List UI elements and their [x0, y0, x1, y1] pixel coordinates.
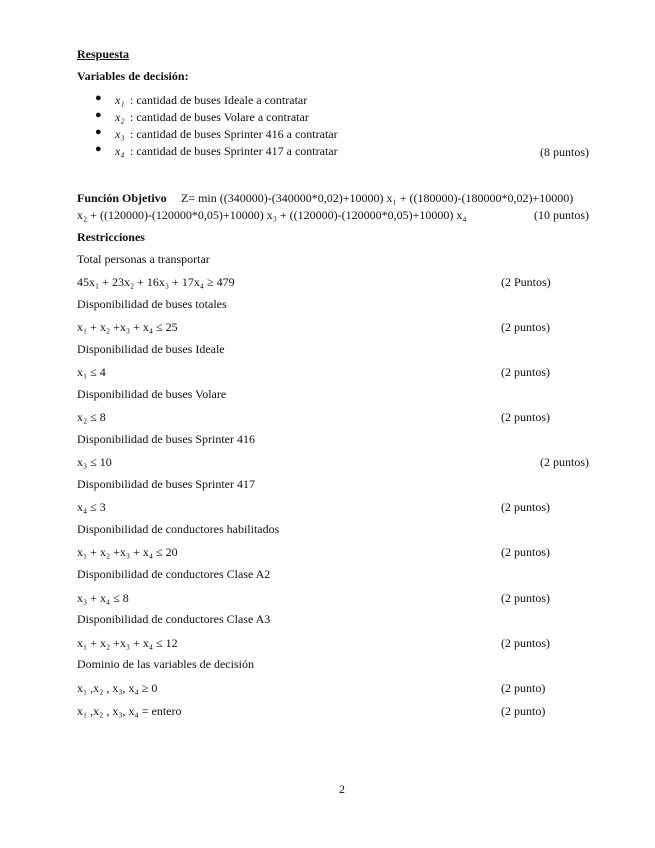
- restriction-expression: x₁ + x₂ +x₃ + x₄ ≤ 12: [77, 636, 178, 650]
- bullet-icon: ●: [95, 126, 102, 138]
- objective-points: (10 puntos): [534, 208, 589, 222]
- restriction-expression: x₃ + x₄ ≤ 8: [77, 591, 129, 605]
- variable-description: : cantidad de buses Sprinter 416 a contratar: [130, 127, 338, 141]
- variables-heading: Variables de decisión:: [77, 69, 189, 83]
- page-number: 2: [339, 782, 345, 796]
- objective-label: Función Objetivo: [77, 191, 167, 205]
- restriction-label: Total personas a transportar: [77, 252, 210, 266]
- variable-description: : cantidad de buses Ideale a contratar: [130, 93, 308, 107]
- restriction-points: (2 puntos): [501, 320, 550, 334]
- objective-line-2: x₂ + ((120000)-(120000*0,05)+10000) x₃ + ((120000)-(120000*0,05)+10000) x₄: [77, 208, 467, 222]
- domain-expression-nonnegative: x₁ ,x₂ , x₃, x₄ ≥ 0: [77, 681, 158, 695]
- domain-points: (2 punto): [501, 704, 546, 718]
- domain-label: Dominio de las variables de decisión: [77, 657, 254, 671]
- restrictions-heading: Restricciones: [77, 230, 145, 244]
- restriction-label: Disponibilidad de buses Volare: [77, 387, 227, 401]
- restriction-expression: x₄ ≤ 3: [77, 500, 106, 514]
- restriction-expression: 45x₁ + 23x₂ + 16x₃ + 17x₄ ≥ 479: [77, 275, 235, 289]
- answer-title: Respuesta: [77, 47, 130, 61]
- restriction-points: (2 puntos): [501, 365, 550, 379]
- restriction-label: Disponibilidad de buses Ideale: [77, 342, 225, 356]
- variable-symbol: x₁: [115, 93, 125, 107]
- variables-points: (8 puntos): [540, 145, 589, 159]
- restriction-expression: x₁ + x₂ +x₃ + x₄ ≤ 25: [77, 320, 178, 334]
- restriction-points: (2 puntos): [501, 500, 550, 514]
- restriction-label: Disponibilidad de buses Sprinter 417: [77, 477, 255, 491]
- domain-points: (2 punto): [501, 681, 546, 695]
- restriction-label: Disponibilidad de buses Sprinter 416: [77, 432, 255, 446]
- bullet-icon: ●: [95, 143, 102, 155]
- bullet-icon: ●: [95, 92, 102, 104]
- variable-description: : cantidad de buses Volare a contratar: [130, 110, 309, 124]
- restriction-expression: x₁ ≤ 4: [77, 365, 106, 379]
- restriction-points: (2 puntos): [501, 545, 550, 559]
- restriction-label: Disponibilidad de conductores Clase A3: [77, 612, 271, 626]
- restriction-points: (2 puntos): [501, 591, 550, 605]
- restriction-expression: x₃ ≤ 10: [77, 455, 112, 469]
- objective-line-1: Z= min ((340000)-(340000*0,02)+10000) x₁ + ((180000)-(180000*0,02)+10000): [181, 191, 574, 205]
- restriction-expression: x₁ + x₂ +x₃ + x₄ ≤ 20: [77, 545, 178, 559]
- restriction-points: (2 Puntos): [501, 275, 551, 289]
- restriction-points: (2 puntos): [501, 410, 550, 424]
- restriction-points: (2 puntos): [501, 636, 550, 650]
- domain-expression-integer: x₁ ,x₂ , x₃, x₄ = entero: [77, 704, 182, 718]
- restriction-points: (2 puntos): [540, 455, 589, 469]
- variable-symbol: x₂: [115, 110, 125, 124]
- restriction-expression: x₂ ≤ 8: [77, 410, 106, 424]
- variable-symbol: x₃: [115, 127, 125, 141]
- variable-symbol: x₄: [115, 144, 125, 158]
- bullet-icon: ●: [95, 109, 102, 121]
- restriction-label: Disponibilidad de buses totales: [77, 297, 227, 311]
- variable-description: : cantidad de buses Sprinter 417 a contratar: [130, 144, 338, 158]
- restriction-label: Disponibilidad de conductores habilitados: [77, 522, 280, 536]
- restriction-label: Disponibilidad de conductores Clase A2: [77, 567, 271, 581]
